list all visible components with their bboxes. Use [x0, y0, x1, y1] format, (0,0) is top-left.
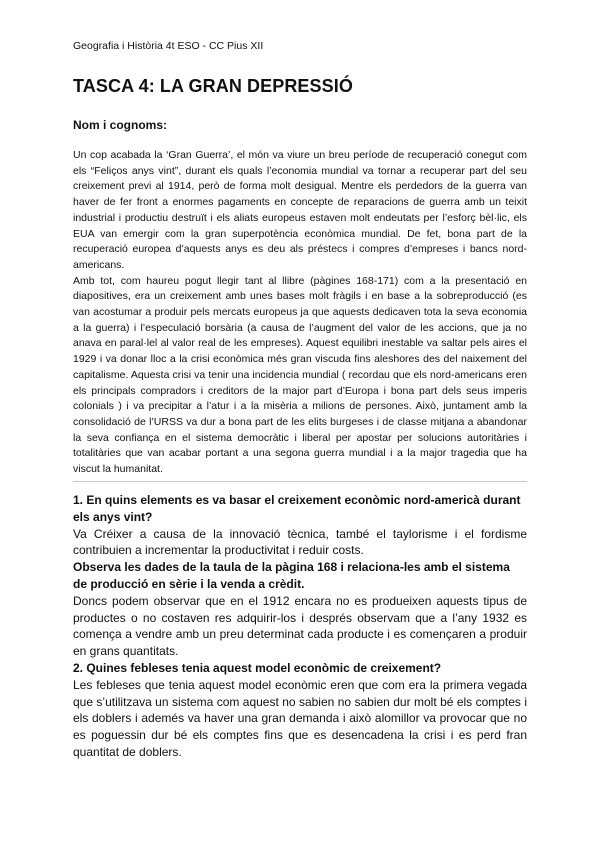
intro-paragraph: Un cop acabada la ‘Gran Guerra’, el món va viure un breu període de recuperació conegut com els “Feliços anys vint”, durant els quals l’economia mundial va tornar a recuperar part del seu creixement previ al 1914, però de forma molt desigual. Mentre els perdedors de la guerra van haver de fer front a enormes pagaments en concepte de reparacions de guerra amb un teixit industrial i productiu destruït i els aliats europeus estaven molt endeutats per l’esforç bèl·lic, els EUA van emergir com la gran superpotència econòmica mundial. De fet, bona part de la recuperació europea d’aquests anys es deu als préstecs i compres d’empreses i bancs nord-americans. [73, 149, 527, 271]
question-2: 2. Quines febleses tenia aquest model econòmic de creixement? [73, 660, 442, 675]
question-1b: Observa les dades de la taula de la pàgina 168 i relaciona-les amb el sistema de producció en sèrie i la venda a crèdit. [73, 560, 510, 591]
name-label: Nom i cognoms: [73, 118, 168, 132]
question-1: 1. En quins elements es va basar el creixement econòmic nord-americà durant els anys vint? [73, 493, 521, 524]
answer-1b: Doncs podem observar que en el 1912 encara no es produeixen aquests tipus de productes o no costaven res adquirir-los i després observam que a l’any 1932 es comença a vendre amb un preu determinat cada producte i es començaren a produir en grans quantitats. [73, 593, 527, 659]
answer-2: Les febleses que tenia aquest model econòmic eren que com era la primera vegada que s’utilitzava un sistema com aquest no sabien no sabien dur molt bé els comptes i els doblers i ademés va haver una gran demanda i això alomillor va provocar que no es poguessin dur bé els comptes fins que es desencadena la crisi i es perd fran quantitat de doblers. [73, 677, 527, 759]
section-divider [73, 481, 527, 482]
questions-section [73, 492, 527, 761]
intro-paragraph: Amb tot, com haureu pogut llegir tant al llibre (pàgines 168-171) com a la presentació en diapositives, era un creixement amb unes bases molt fràgils i en base a la sobreproducció (es van acostumar a produir pels mercats europeus ja que aquests dedicaven tota la seva economia a la guerra) i l’especulació borsària (a causa de l’augment del valor de les accions, que ja no anava en paral·lel al valor real de les empreses). Aquest equilibri inestable va saltar pels aires el 1929 i va donar lloc a la crisi econòmica més gran viscuda fins aleshores des del naixement del capitalisme. Aquesta crisi va tenir una incidencia mundial ( recordau que els nord-americans eren els principals compradors i creditors de la major part d’Europa i bona part dels seus imperis colonials ) i va precipitar a l’atur i a la misèria a milions de persones. Això, juntament amb la consolidació de l’URSS va dur a bona part de les elits burgeses i de classe mitjana a abandonar la seva confiança en el sistema democràtic i liberal per apostar per solucions autoritàries i totalitàries que van acabar portant a una segona guerra mundial i a la major tragedia que ha viscut la humanitat. [73, 274, 527, 476]
intro-text [73, 148, 527, 478]
page-title: TASCA 4: LA GRAN DEPRESSIÓ [73, 76, 353, 96]
answer-1: Va Créixer a causa de la innovació tècnica, també el taylorisme i el fordisme contribuien a incrementar la productivitat i reduir costs. [73, 526, 527, 558]
course-header: Geografia i Història 4t ESO - CC Pius XII [73, 40, 264, 52]
